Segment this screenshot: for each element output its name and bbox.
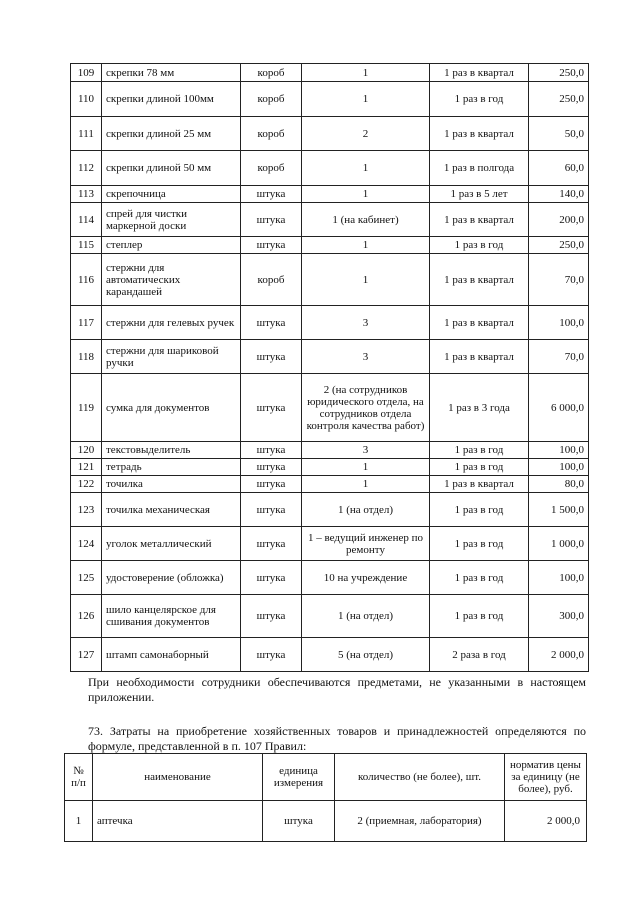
cell-num: 116	[71, 254, 102, 306]
cell-price: 300,0	[529, 595, 589, 638]
cell-price: 6 000,0	[529, 374, 589, 442]
cell-frequency: 1 раз в квартал	[430, 340, 529, 374]
cell-num: 125	[71, 561, 102, 595]
cell-name: степлер	[102, 237, 241, 254]
cell-frequency: 1 раз в квартал	[430, 476, 529, 493]
cell-name: точилка	[102, 476, 241, 493]
table-row	[71, 638, 589, 672]
cell-frequency: 1 раз в квартал	[430, 306, 529, 340]
cell-price: 60,0	[529, 151, 589, 186]
table-row	[71, 254, 589, 306]
cell-price: 2 000,0	[505, 801, 587, 842]
cell-num: 119	[71, 374, 102, 442]
cell-frequency: 1 раз в год	[430, 459, 529, 476]
cell-price: 140,0	[529, 186, 589, 203]
table-row	[71, 117, 589, 151]
cell-num: 118	[71, 340, 102, 374]
cell-unit: штука	[241, 203, 302, 237]
cell-name: скрепки длиной 100мм	[102, 82, 241, 117]
cell-unit: штука	[241, 442, 302, 459]
cell-num: 115	[71, 237, 102, 254]
cell-qty: 1	[302, 82, 430, 117]
cell-frequency: 1 раз в год	[430, 82, 529, 117]
header-price: норматив цены за единицу (не более), руб.	[505, 754, 587, 801]
cell-name: аптечка	[93, 801, 263, 842]
table-row	[71, 459, 589, 476]
cell-unit: штука	[241, 638, 302, 672]
cell-unit: штука	[241, 476, 302, 493]
cell-name: скрепки длиной 50 мм	[102, 151, 241, 186]
cell-frequency: 1 раз в год	[430, 595, 529, 638]
cell-qty: 1 (на кабинет)	[302, 203, 430, 237]
cell-frequency: 2 раза в год	[430, 638, 529, 672]
cell-name: скрепочница	[102, 186, 241, 203]
table-row	[71, 493, 589, 527]
cell-qty: 1 (на отдел)	[302, 493, 430, 527]
cell-qty: 3	[302, 306, 430, 340]
cell-num: 1	[65, 801, 93, 842]
cell-unit: короб	[241, 254, 302, 306]
cell-unit: штука	[241, 374, 302, 442]
household-goods-table	[64, 753, 587, 842]
cell-frequency: 1 раз в квартал	[430, 254, 529, 306]
cell-num: 127	[71, 638, 102, 672]
cell-qty: 1	[302, 254, 430, 306]
cell-name: стержни для гелевых ручек	[102, 306, 241, 340]
cell-num: 120	[71, 442, 102, 459]
cell-qty: 1 (на отдел)	[302, 595, 430, 638]
cell-qty: 2 (приемная, лаборатория)	[335, 801, 505, 842]
cell-qty: 1	[302, 237, 430, 254]
cell-num: 117	[71, 306, 102, 340]
cell-price: 2 000,0	[529, 638, 589, 672]
cell-name: точилка механическая	[102, 493, 241, 527]
cell-name: уголок металлический	[102, 527, 241, 561]
cell-num: 111	[71, 117, 102, 151]
header-num: № п/п	[65, 754, 93, 801]
cell-price: 70,0	[529, 254, 589, 306]
cell-price: 50,0	[529, 117, 589, 151]
table-row	[71, 527, 589, 561]
cell-name: шило канцелярское для сшивания документов	[102, 595, 241, 638]
table-row	[71, 561, 589, 595]
cell-price: 1 500,0	[529, 493, 589, 527]
table-row	[71, 237, 589, 254]
cell-num: 123	[71, 493, 102, 527]
supplies-table-body	[71, 64, 589, 672]
cell-qty: 1	[302, 151, 430, 186]
cell-name: скрепки 78 мм	[102, 64, 241, 82]
cell-unit: штука	[241, 340, 302, 374]
cell-price: 100,0	[529, 561, 589, 595]
cell-frequency: 1 раз в год	[430, 527, 529, 561]
header-qty: количество (не более), шт.	[335, 754, 505, 801]
cell-unit: штука	[241, 459, 302, 476]
cell-num: 113	[71, 186, 102, 203]
table-row	[71, 374, 589, 442]
table-row	[71, 595, 589, 638]
cell-qty: 1	[302, 459, 430, 476]
table-row	[71, 306, 589, 340]
table-row	[71, 203, 589, 237]
cell-unit: штука	[241, 527, 302, 561]
cell-frequency: 1 раз в квартал	[430, 117, 529, 151]
cell-name: спрей для чистки маркерной доски	[102, 203, 241, 237]
cell-frequency: 1 раз в полгода	[430, 151, 529, 186]
cell-num: 110	[71, 82, 102, 117]
cell-unit: штука	[241, 306, 302, 340]
table-header-row	[65, 754, 587, 801]
cell-unit: короб	[241, 151, 302, 186]
cell-qty: 1	[302, 476, 430, 493]
cell-num: 124	[71, 527, 102, 561]
note-paragraph: При необходимости сотрудники обеспечиваются предметами, не указанными в настоящем приложении.	[88, 675, 586, 704]
cell-price: 1 000,0	[529, 527, 589, 561]
cell-price: 100,0	[529, 459, 589, 476]
cell-unit: штука	[241, 595, 302, 638]
cell-price: 250,0	[529, 82, 589, 117]
cell-qty: 1 – ведущий инженер по ремонту	[302, 527, 430, 561]
table-row	[71, 82, 589, 117]
cell-qty: 3	[302, 442, 430, 459]
cell-name: сумка для документов	[102, 374, 241, 442]
cell-price: 100,0	[529, 306, 589, 340]
cell-num: 126	[71, 595, 102, 638]
section-73-paragraph: 73. Затраты на приобретение хозяйственных товаров и принадлежностей определяются по формуле, представленной в п. 107 Правил:	[88, 724, 586, 753]
table-row	[71, 340, 589, 374]
table-row	[71, 476, 589, 493]
cell-price: 70,0	[529, 340, 589, 374]
cell-frequency: 1 раз в квартал	[430, 203, 529, 237]
cell-unit: штука	[241, 237, 302, 254]
table-row	[71, 442, 589, 459]
cell-frequency: 1 раз в год	[430, 237, 529, 254]
cell-unit: короб	[241, 82, 302, 117]
cell-name: удостоверение (обложка)	[102, 561, 241, 595]
cell-unit: штука	[241, 493, 302, 527]
cell-qty: 1	[302, 64, 430, 82]
cell-unit: короб	[241, 117, 302, 151]
cell-name: скрепки длиной 25 мм	[102, 117, 241, 151]
cell-price: 100,0	[529, 442, 589, 459]
cell-unit: штука	[263, 801, 335, 842]
cell-qty: 2	[302, 117, 430, 151]
header-unit: единица измерения	[263, 754, 335, 801]
cell-num: 109	[71, 64, 102, 82]
cell-num: 112	[71, 151, 102, 186]
cell-unit: штука	[241, 561, 302, 595]
header-name: наименование	[93, 754, 263, 801]
cell-num: 114	[71, 203, 102, 237]
cell-unit: штука	[241, 186, 302, 203]
cell-name: тетрадь	[102, 459, 241, 476]
table-row	[65, 801, 587, 842]
supplies-table	[70, 63, 589, 672]
cell-unit: короб	[241, 64, 302, 82]
cell-name: штамп самонаборный	[102, 638, 241, 672]
cell-name: стержни для автоматических карандашей	[102, 254, 241, 306]
cell-price: 250,0	[529, 237, 589, 254]
cell-name: стержни для шариковой ручки	[102, 340, 241, 374]
cell-num: 121	[71, 459, 102, 476]
table-row	[71, 186, 589, 203]
cell-frequency: 1 раз в год	[430, 561, 529, 595]
cell-qty: 2 (на сотрудников юридического отдела, на сотрудников отдела контроля качества работ)	[302, 374, 430, 442]
cell-qty: 10 на учреждение	[302, 561, 430, 595]
cell-qty: 5 (на отдел)	[302, 638, 430, 672]
cell-frequency: 1 раз в 5 лет	[430, 186, 529, 203]
cell-qty: 1	[302, 186, 430, 203]
cell-frequency: 1 раз в квартал	[430, 64, 529, 82]
cell-num: 122	[71, 476, 102, 493]
cell-price: 250,0	[529, 64, 589, 82]
table-row	[71, 151, 589, 186]
cell-name: текстовыделитель	[102, 442, 241, 459]
cell-frequency: 1 раз в 3 года	[430, 374, 529, 442]
cell-price: 80,0	[529, 476, 589, 493]
cell-qty: 3	[302, 340, 430, 374]
cell-frequency: 1 раз в год	[430, 442, 529, 459]
cell-price: 200,0	[529, 203, 589, 237]
cell-frequency: 1 раз в год	[430, 493, 529, 527]
table-row	[71, 64, 589, 82]
